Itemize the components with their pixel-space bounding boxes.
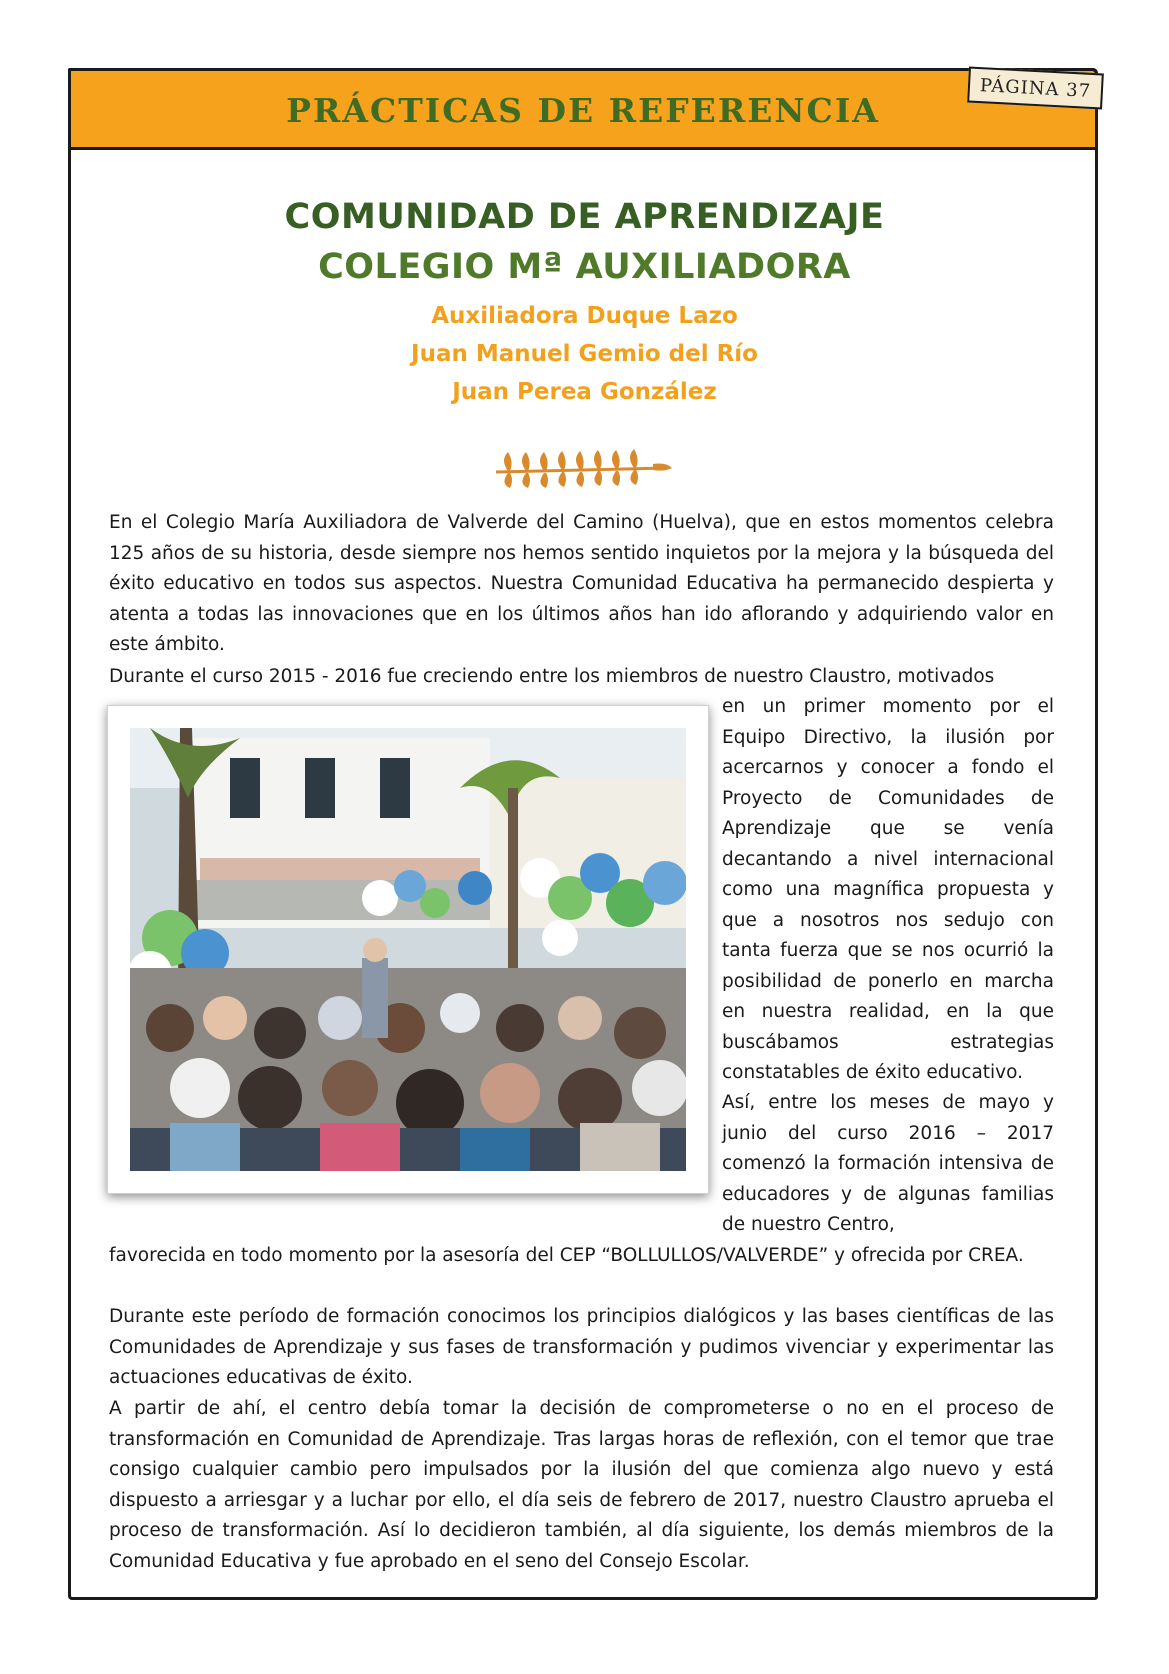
school-event-photo [107,705,709,1194]
article-title-line2: COLEGIO Mª AUXILIADORA [318,247,851,287]
page-number-tag: PÁGINA 37 [967,66,1104,109]
section-banner [68,68,1098,150]
article-title-line1: COMUNIDAD DE APRENDIZAJE [284,197,885,237]
author-name: Juan Perea González [452,379,717,405]
section-title: PRÁCTICAS DE REFERENCIA [286,91,880,130]
author-name: Juan Manuel Gemio del Río [411,341,758,367]
body-paragraph-wrap: en un primer momento por el Equipo Directivo, la ilusión por acercarnos y conocer a fondo el Proyecto de Comunidades de Aprendizaje que se venía decantando a nivel internacional como una magnífica propuesta y que a nosotros nos sedujo con tanta fuerza que se nos ocurrió la posibilidad de ponerlo en marcha en nuestra realidad, en la que buscábamos estrategias constatables de éxito educativo. [722,696,1054,1083]
body-paragraph: En el Colegio María Auxiliadora de Valverde del Camino (Huelva), que en estos momentos celebra 125 años de su historia, desde siempre nos hemos sentido inquietos por la mejora y la búsqueda del éxito educativo en todos sus aspectos. Nuestra Comunidad Educativa ha permanecido despierta y atenta a todas las innovaciones que en los últimos años han ido aflorando y adquiriendo valor en este ámbito. [109,512,1054,655]
body-paragraph: Durante este período de formación conocimos los principios dialógicos y las bases científicas de las Comunidades de Aprendizaje y sus fases de transformación y pudimos vivenciar y experimentar las actuaciones educativas de éxito. [109,1306,1054,1388]
body-paragraph: A partir de ahí, el centro debía tomar la decisión de comprometerse o no en el proceso de transformación en Comunidad de Aprendizaje. Tras largas horas de reflexión, con el temor que trae consigo cualquier cambio pero impulsados por la ilusión del que comienza algo nuevo y está dispuesto a arriesgar y a luchar por ello, el día seis de febrero de 2017, nuestro Claustro aprueba el proceso de transformación. Así lo decidieron también, al día siguiente, los demás miembros de la Comunidad Educativa y fue aprobado en el seno del Consejo Escolar. [109,1398,1054,1572]
body-paragraph-wrap: Así, entre los meses de mayo y junio del curso 2016 – 2017 comenzó la formación intensiva de educadores y de algunas familias de nuestro Centro, [722,1092,1054,1235]
body-paragraph: favorecida en todo momento por la asesoría del CEP “BOLLULLOS/VALVERDE” y ofrecida por CREA. [109,1245,1024,1266]
wheat-laurel-icon [488,446,678,490]
author-name: Auxiliadora Duque Lazo [431,303,738,329]
crowd-balloons-image [130,728,686,1171]
body-paragraph-line: Durante el curso 2015 - 2016 fue creciendo entre los miembros de nuestro Claustro, motivados [109,666,995,687]
